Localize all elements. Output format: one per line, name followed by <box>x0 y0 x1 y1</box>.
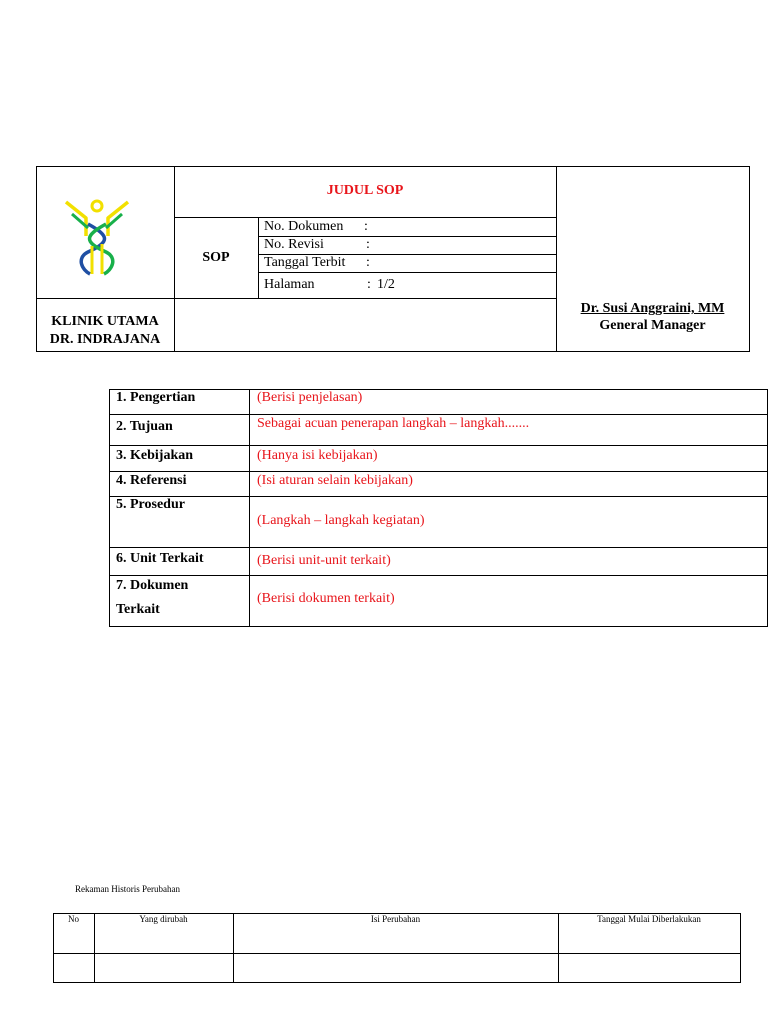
section-label-referensi: 4. Referensi <box>116 473 187 488</box>
section-label-pengertian: 1. Pengertian <box>116 390 196 405</box>
signer-title: General Manager <box>599 318 706 333</box>
section-label-unit-terkait: 6. Unit Terkait <box>116 551 204 566</box>
section-content-prosedur: (Langkah – langkah kegiatan) <box>257 513 425 528</box>
section-content-dokumen-terkait: (Berisi dokumen terkait) <box>257 591 395 606</box>
signer-name: Dr. Susi Anggraini, MM <box>580 301 725 316</box>
field-sep-no-dokumen: : <box>364 219 368 234</box>
clinic-name-line1: KLINIK UTAMA <box>51 314 159 329</box>
history-col-tanggal-mulai: Tanggal Mulai Diberlakukan <box>597 914 701 924</box>
history-col-no: No <box>68 914 79 924</box>
sop-label: SOP <box>202 250 230 265</box>
section-label-prosedur: 5. Prosedur <box>116 497 185 512</box>
field-label-halaman: Halaman <box>264 277 315 292</box>
clinic-logo <box>62 196 132 278</box>
field-sep-halaman: : <box>367 277 371 292</box>
clinic-name-line2: DR. INDRAJANA <box>49 332 161 347</box>
field-sep-tanggal-terbit: : <box>366 255 370 270</box>
section-content-unit-terkait: (Berisi unit-unit terkait) <box>257 553 391 568</box>
field-value-halaman: 1/2 <box>377 277 395 292</box>
history-col-yang-dirubah: Yang dirubah <box>139 914 188 924</box>
section-label-dokumen-terkait-line1: 7. Dokumen <box>116 578 189 593</box>
section-label-tujuan: 2. Tujuan <box>116 419 173 434</box>
section-label-dokumen-terkait-line2: Terkait <box>116 602 160 617</box>
section-content-kebijakan: (Hanya isi kebijakan) <box>257 448 378 463</box>
field-label-no-dokumen: No. Dokumen <box>264 219 344 234</box>
document-title: JUDUL SOP <box>326 183 404 198</box>
field-label-tanggal-terbit: Tanggal Terbit <box>264 255 346 270</box>
section-content-pengertian: (Berisi penjelasan) <box>257 390 363 405</box>
field-label-no-revisi: No. Revisi <box>264 237 324 252</box>
history-title: Rekaman Historis Perubahan <box>75 884 180 894</box>
section-content-referensi: (Isi aturan selain kebijakan) <box>257 473 413 488</box>
history-col-isi-perubahan: Isi Perubahan <box>370 914 421 924</box>
section-label-kebijakan: 3. Kebijakan <box>116 448 194 463</box>
field-sep-no-revisi: : <box>366 237 370 252</box>
section-content-tujuan: Sebagai acuan penerapan langkah – langkah....... <box>257 416 530 431</box>
